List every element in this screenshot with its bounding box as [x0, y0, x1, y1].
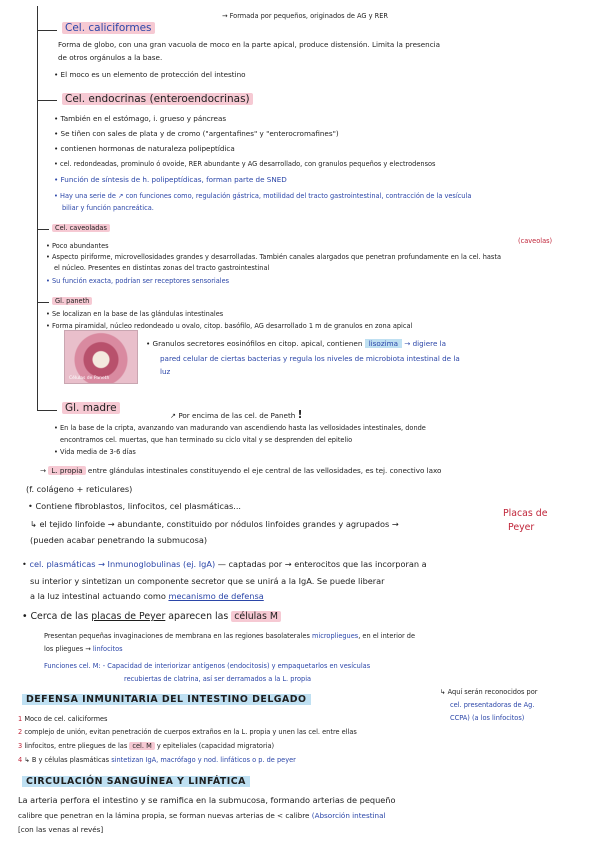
- l-propia-line-3: • Contiene fibroblastos, linfocitos, cel plasmáticas...: [28, 501, 242, 511]
- l-propia-peyer-2: Peyer: [508, 522, 535, 533]
- caveoladas-line-3: el núcleo. Presentes en distintas zonas del tracto gastrointestinal: [54, 264, 270, 272]
- defensa-item-2: 2 complejo de unión, evitan penetración de cuerpos extraños en la L. propia y unen las cel. entre ellas: [18, 728, 357, 736]
- peyer-line-5: recubiertas de clatrina, así ser derramados a la L. propia: [124, 675, 312, 683]
- circulacion-line-2: calibre que penetran en la lámina propia, se forman nuevas arterias de < calibre (Absorción intestinal: [18, 811, 386, 820]
- caveoladas-paren: (caveolas): [518, 237, 553, 245]
- madre-line-2: encontramos cel. muertas, que han terminado su ciclo vital y se desprenden del epitelio: [60, 436, 353, 444]
- bracket-arrow: [37, 410, 57, 411]
- paneth-line-5: luz: [160, 367, 171, 376]
- paneth-line-4: pared celular de ciertas bacterias y regula los niveles de microbiota intestinal de la: [160, 354, 460, 363]
- circulacion-line-1: La arteria perfora el intestino y se ramifica en la submucosa, formando arterias de pequeño: [18, 795, 396, 805]
- paneth-line-3: • Granulos secretores eosinófilos en citop. apical, contienen lisozima → digiere la: [146, 339, 447, 348]
- plasmaticas-line-2: su interior y sintetizan un componente secretor que se unirá a la IgA. Se puede liberar: [30, 576, 385, 586]
- peyer-line-8: CCPA) (a los linfocitos): [450, 714, 525, 722]
- madre-line-3: • Vida media de 3-6 días: [54, 448, 136, 456]
- l-propia-line-2: (f. colágeno + reticulares): [26, 484, 133, 494]
- plasmaticas-line-1: • cel. plasmáticas → Inmunoglobulinas (ej. IgA) — captadas por → enterocitos que las incorporan a: [22, 559, 427, 569]
- endocrinas-line-4: • cel. redondeadas, prominulo ó ovoide, RER abundante y AG desarrollado, con granulos pequeños y electrodensos: [54, 160, 436, 168]
- paneth-cells-photo: Células de Paneth: [64, 330, 138, 384]
- bracket-arrow: [37, 100, 57, 101]
- peyer-line-2: Presentan pequeñas invaginaciones de membrana en las regiones basolaterales micropliegues, en el interior de: [44, 632, 416, 640]
- defensa-item-1: 1 Moco de cel. caliciformes: [18, 715, 108, 723]
- peyer-line-6: ↳ Aquí serán reconocidos por: [440, 688, 538, 696]
- paneth-title: Gl. paneth: [52, 297, 92, 305]
- caveoladas-line-2: • Aspecto piriforme, microvellosidades grandes y desarrolladas. También canales alargados que penetran profundamente en la cel. hasta: [46, 253, 501, 261]
- peyer-line-7: cel. presentadoras de Ag.: [450, 701, 535, 709]
- paneth-line-2: • Forma piramidal, núcleo redondeado u ovalo, citop. basófilo, AG desarrollado 1 m de granulos en zona apical: [46, 322, 413, 330]
- caveoladas-line-4: • Su función exacta, podrían ser receptores sensoriales: [46, 277, 230, 285]
- peyer-line-1: • Cerca de las placas de Peyer aparecen las células M: [22, 611, 281, 622]
- l-propia-line-1: → L. propia entre glándulas intestinales constituyendo el eje central de las vellosidades, es tej. conectivo laxo: [40, 466, 442, 475]
- endocrinas-line-5: • Función de síntesis de h. polipeptídicas, forman parte de SNED: [54, 175, 287, 184]
- endocrinas-line-6: • Hay una serie de ↗ con funciones como, regulación gástrica, motilidad del tracto gastrointestinal, contracción de la vesícula: [54, 192, 472, 200]
- endocrinas-line-3: • contienen hormonas de naturaleza polipeptídica: [54, 144, 235, 153]
- bracket-arrow: [37, 30, 57, 31]
- madre-title: Gl. madre: [62, 402, 120, 414]
- l-propia-peyer-1: Placas de: [503, 508, 548, 519]
- bracket-arrow: [37, 229, 49, 230]
- caliciformes-line-3: • El moco es un elemento de protección del intestino: [54, 70, 246, 79]
- peyer-line-3: los pliegues → linfocitos: [44, 645, 123, 653]
- caveoladas-title: Cel. caveoladas: [52, 224, 110, 232]
- bracket-arrow: [37, 302, 49, 303]
- l-propia-line-4: ↳ el tejido linfoide → abundante, constituido por nódulos linfoides grandes y agrupados →: [30, 519, 399, 529]
- caliciformes-line-2: de otros orgánulos a la base.: [58, 53, 163, 62]
- section-bracket-line: [37, 6, 38, 411]
- caliciformes-line-1: Forma de globo, con una gran vacuola de moco en la parte apical, produce distensión. Limita la presencia: [58, 40, 441, 49]
- defensa-item-3: 3 linfocitos, entre pliegues de las cel. M y epiteliales (capacidad migratoria): [18, 742, 275, 750]
- l-propia-line-5: (pueden acabar penetrando la submucosa): [30, 535, 208, 545]
- caliciformes-note: → Formada por pequeños, originados de AG y RER: [222, 12, 388, 20]
- endocrinas-title: Cel. endocrinas (enteroendocrinas): [62, 93, 253, 105]
- circulacion-line-3: [con las venas al revés]: [18, 825, 104, 834]
- endocrinas-line-1: • También en el estómago, i. grueso y páncreas: [54, 114, 227, 123]
- circulacion-title: CIRCULACIÓN SANGUÍNEA Y LINFÁTICA: [22, 776, 250, 787]
- endocrinas-line-7: biliar y función pancreática.: [62, 204, 154, 212]
- defensa-title: DEFENSA INMUNITARIA DEL INTESTINO DELGADO: [22, 694, 311, 705]
- madre-line-1: • En la base de la cripta, avanzando van madurando van ascendiendo hasta las vellosidades intestinales, donde: [54, 424, 426, 432]
- defensa-item-4: 4 ↳ B y células plasmáticas sintetizan IgA, macrófago y nod. linfáticos o p. de peyer: [18, 756, 296, 764]
- madre-note: ↗ Por encima de las cel. de Paneth !: [170, 409, 303, 421]
- caliciformes-title: Cel. caliciformes: [62, 22, 155, 34]
- peyer-line-4: Funciones cel. M: - Capacidad de interiorizar antígenos (endocitosis) y empaquetarlos en vesículas: [44, 662, 371, 670]
- caveoladas-line-1: • Poco abundantes: [46, 242, 109, 250]
- paneth-line-1: • Se localizan en la base de las glándulas intestinales: [46, 310, 224, 318]
- endocrinas-line-2: • Se tiñen con sales de plata y de cromo ("argentafines" y "enterocromafines"): [54, 129, 339, 138]
- plasmaticas-line-3: a la luz intestinal actuando como mecanismo de defensa: [30, 591, 264, 601]
